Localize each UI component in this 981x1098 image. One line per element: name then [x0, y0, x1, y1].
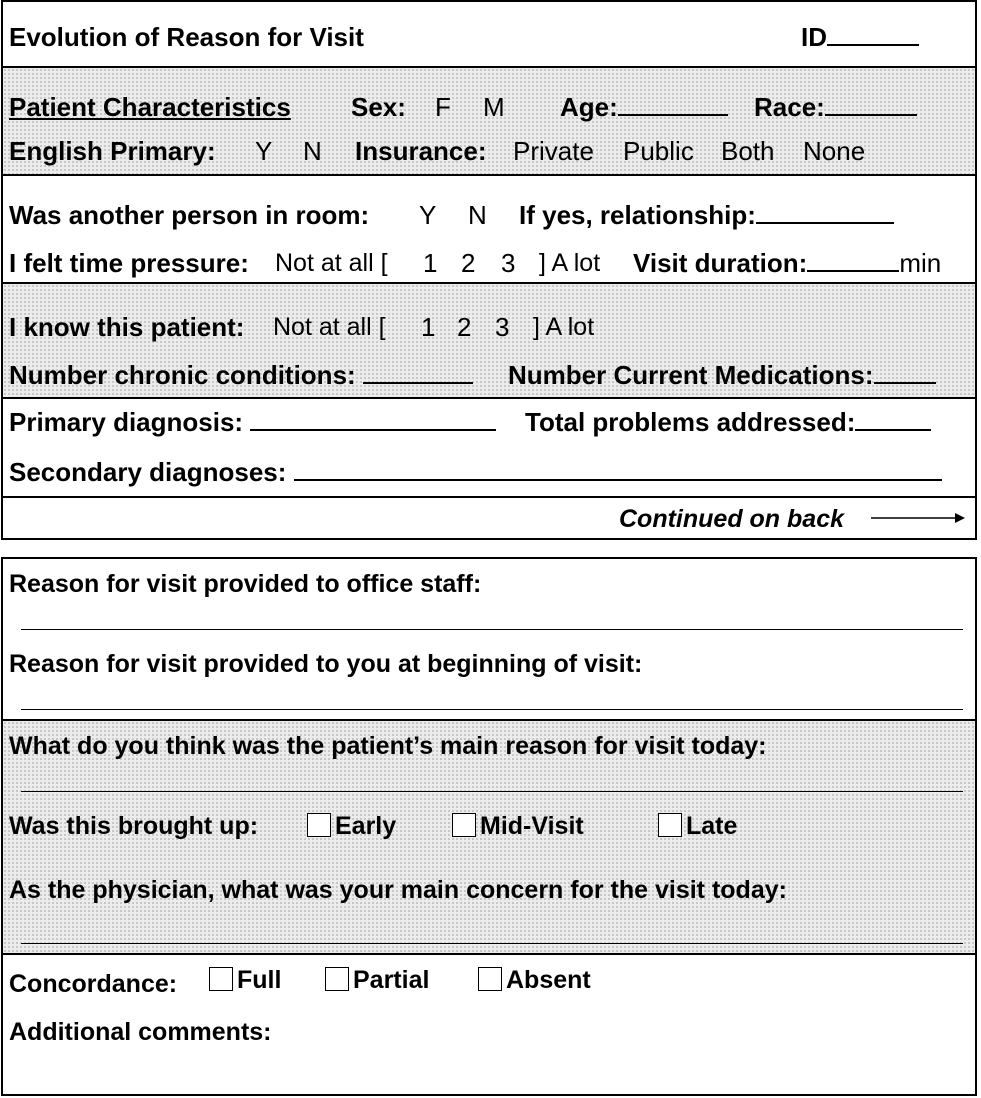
sex-label: Sex: — [351, 92, 406, 122]
english-option-n[interactable]: N — [303, 136, 322, 166]
chronic-conditions-blank[interactable] — [363, 360, 473, 384]
physician-concern-line[interactable] — [21, 943, 963, 944]
diagnosis-section — [3, 397, 975, 496]
race-label: Race: — [754, 92, 825, 122]
primary-diagnosis-blank[interactable] — [250, 407, 496, 431]
race-blank[interactable] — [825, 92, 917, 116]
office-staff-reason-label: Reason for visit provided to office staff: — [9, 570, 482, 598]
age-blank[interactable] — [618, 92, 728, 116]
current-medications-field[interactable] — [508, 360, 936, 390]
other-person-label: Was another person in room: — [9, 200, 370, 230]
sex-option-m[interactable]: M — [483, 92, 505, 122]
primary-diagnosis-field[interactable] — [9, 407, 496, 437]
brought-up-option-late[interactable] — [658, 811, 737, 841]
early-checkbox[interactable] — [307, 813, 331, 837]
visit-duration-blank[interactable] — [807, 248, 899, 272]
visit-duration-field[interactable] — [633, 248, 941, 278]
chronic-conditions-field[interactable] — [9, 360, 473, 390]
secondary-diagnoses-label: Secondary diagnoses: — [9, 457, 287, 487]
mid-visit-label: Mid-Visit — [480, 812, 584, 840]
secondary-diagnoses-blank[interactable] — [294, 457, 942, 481]
relationship-field[interactable] — [519, 200, 894, 230]
other-person-option-n[interactable]: N — [468, 200, 487, 230]
main-reason-section — [3, 719, 975, 953]
know-patient-label: I know this patient: — [9, 312, 245, 342]
primary-diagnosis-label: Primary diagnosis: — [9, 407, 244, 437]
know-patient-option-1[interactable]: 1 — [421, 312, 436, 342]
id-blank[interactable] — [827, 22, 919, 46]
physician-concern-label: As the physician, what was your main concern for the visit today: — [9, 876, 787, 904]
early-label: Early — [335, 812, 397, 840]
insurance-label: Insurance: — [355, 136, 487, 166]
time-pressure-option-2[interactable]: 2 — [461, 248, 476, 278]
brought-up-option-mid-visit[interactable] — [452, 811, 584, 841]
relationship-blank[interactable] — [756, 200, 894, 224]
time-pressure-scale-low: Not at all [ — [275, 249, 388, 277]
know-patient-option-2[interactable]: 2 — [457, 312, 472, 342]
patient-characteristics-heading: Patient Characteristics — [9, 92, 291, 122]
form-back-card — [1, 557, 977, 1096]
brought-up-option-early[interactable] — [307, 811, 396, 841]
brought-up-label: Was this brought up: — [9, 812, 259, 840]
continued-on-back-text: Continued on back — [619, 505, 844, 533]
arrow-right-icon — [871, 510, 967, 526]
full-label: Full — [237, 966, 282, 994]
know-patient-scale-high: ] A lot — [533, 313, 595, 341]
additional-comments-label: Additional comments: — [9, 1018, 272, 1046]
reason-provided-section — [3, 559, 975, 719]
concordance-option-full[interactable] — [209, 965, 281, 995]
relationship-label: If yes, relationship: — [519, 200, 756, 230]
id-field[interactable] — [801, 22, 919, 52]
id-label: ID — [801, 22, 827, 52]
insurance-option-private[interactable]: Private — [513, 136, 594, 166]
form-title: Evolution of Reason for Visit — [9, 22, 364, 52]
form-front-card — [1, 0, 977, 540]
total-problems-blank[interactable] — [855, 407, 931, 431]
partial-label: Partial — [353, 966, 430, 994]
race-field[interactable] — [754, 92, 917, 122]
visit-section — [3, 174, 975, 282]
age-label: Age: — [560, 92, 618, 122]
patient-characteristics-section — [3, 66, 975, 174]
total-problems-label: Total problems addressed: — [525, 407, 856, 437]
concordance-option-partial[interactable] — [325, 965, 429, 995]
concordance-option-absent[interactable] — [478, 965, 591, 995]
concordance-section — [3, 953, 975, 1094]
form-header — [3, 2, 975, 66]
mid-visit-checkbox[interactable] — [452, 813, 476, 837]
time-pressure-label: I felt time pressure: — [9, 248, 249, 278]
office-staff-reason-line[interactable] — [21, 629, 963, 630]
form-footer — [3, 496, 975, 538]
beginning-reason-label: Reason for visit provided to you at beginning of visit: — [9, 650, 643, 678]
other-person-option-y[interactable]: Y — [419, 200, 437, 230]
concordance-label: Concordance: — [9, 970, 178, 998]
time-pressure-scale-high: ] A lot — [539, 249, 601, 277]
main-reason-label: What do you think was the patient’s main reason for visit today: — [9, 732, 767, 760]
absent-checkbox[interactable] — [478, 967, 502, 991]
current-medications-label: Number Current Medications: — [508, 360, 874, 390]
insurance-option-public[interactable]: Public — [623, 136, 694, 166]
partial-checkbox[interactable] — [325, 967, 349, 991]
insurance-option-none[interactable]: None — [803, 136, 866, 166]
total-problems-field[interactable] — [525, 407, 931, 437]
familiarity-section — [3, 282, 975, 397]
late-label: Late — [686, 812, 738, 840]
absent-label: Absent — [506, 966, 591, 994]
sex-option-f[interactable]: F — [435, 92, 451, 122]
beginning-reason-line[interactable] — [21, 709, 963, 710]
age-field[interactable] — [560, 92, 728, 122]
visit-duration-label: Visit duration: — [633, 248, 808, 278]
know-patient-option-3[interactable]: 3 — [495, 312, 510, 342]
know-patient-scale-low: Not at all [ — [273, 313, 386, 341]
full-checkbox[interactable] — [209, 967, 233, 991]
secondary-diagnoses-field[interactable] — [9, 457, 942, 487]
english-option-y[interactable]: Y — [255, 136, 273, 166]
insurance-option-both[interactable]: Both — [721, 136, 775, 166]
time-pressure-option-3[interactable]: 3 — [501, 248, 516, 278]
late-checkbox[interactable] — [658, 813, 682, 837]
main-reason-line[interactable] — [21, 791, 963, 792]
time-pressure-option-1[interactable]: 1 — [423, 248, 438, 278]
english-primary-label: English Primary: — [9, 136, 216, 166]
visit-duration-unit: min — [899, 248, 942, 278]
current-medications-blank[interactable] — [874, 360, 936, 384]
chronic-conditions-label: Number chronic conditions: — [9, 360, 356, 390]
